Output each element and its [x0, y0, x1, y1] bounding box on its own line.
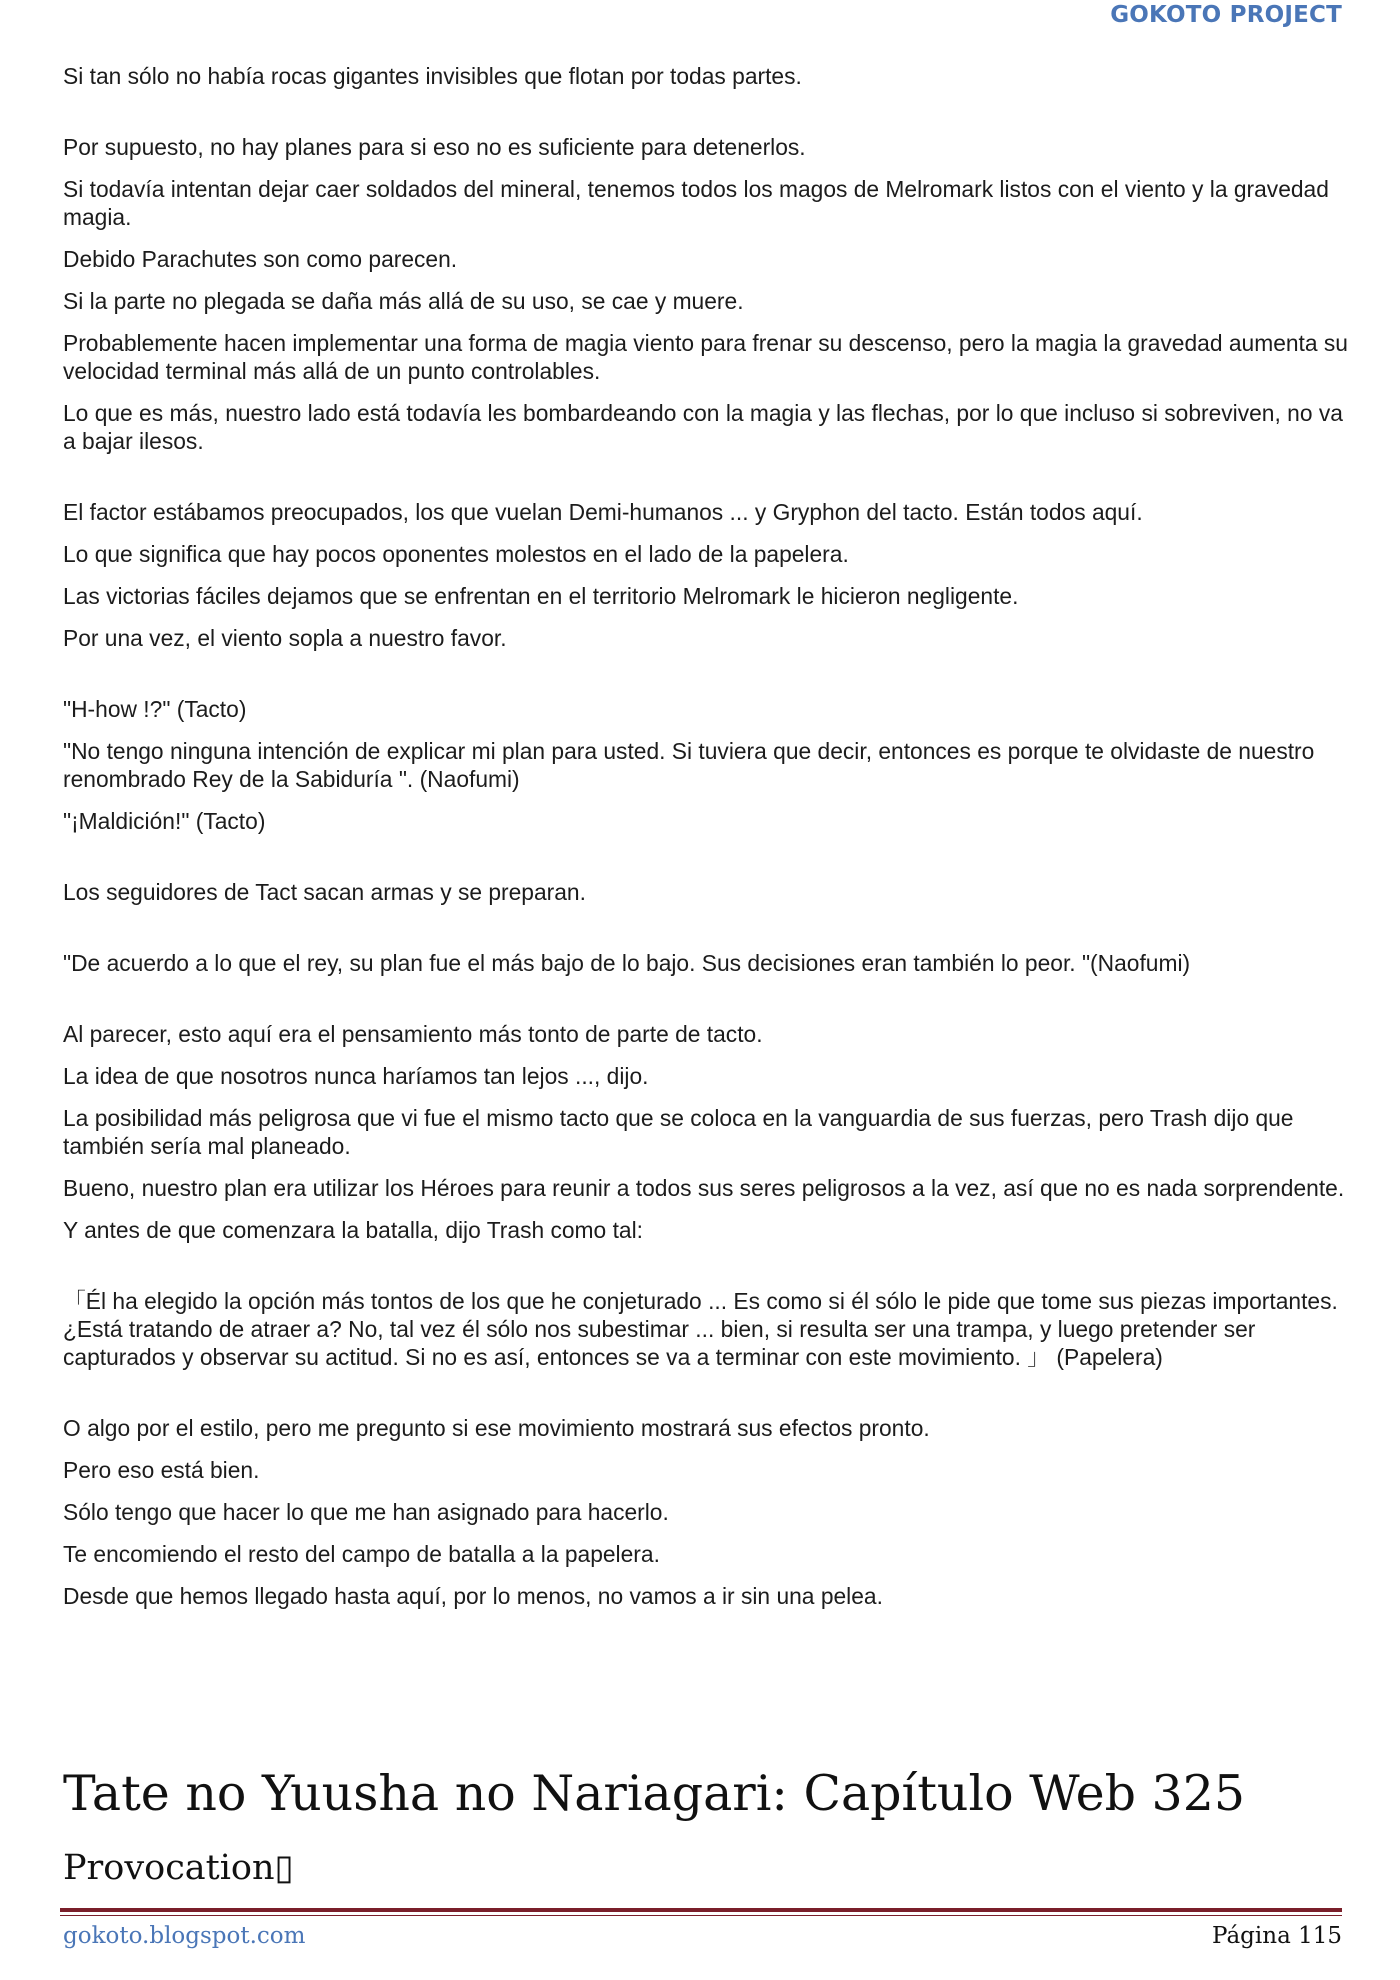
- paragraph: Desde que hemos llegado hasta aquí, por lo menos, no vamos a ir sin una pelea.: [63, 1583, 883, 1609]
- footer-divider: [60, 1908, 1342, 1912]
- paragraph: Si todavía intentan dejar caer soldados del mineral, tenemos todos los magos de Melromark listos con el viento y la gravedad magia.: [63, 176, 1329, 230]
- paragraph: Las victorias fáciles dejamos que se enfrentan en el territorio Melromark le hicieron negligente.: [63, 583, 1019, 609]
- paragraph: El factor estábamos preocupados, los que vuelan Demi-humanos ... y Gryphon del tacto. Están todos aquí.: [63, 499, 1143, 525]
- paragraph: Por supuesto, no hay planes para si eso no es suficiente para detenerlos.: [63, 134, 806, 160]
- paragraph: Bueno, nuestro plan era utilizar los Héroes para reunir a todos sus seres peligrosos a la vez, así que no es nada sorprendente.: [63, 1175, 1345, 1201]
- body-text: [63, 62, 1353, 1624]
- paragraph: Pero eso está bien.: [63, 1457, 260, 1483]
- paragraph: Lo que significa que hay pocos oponentes molestos en el lado de la papelera.: [63, 541, 849, 567]
- paragraph: Y antes de que comenzara la batalla, dijo Trash como tal:: [63, 1217, 643, 1243]
- paragraph: "H-how !?" (Tacto): [63, 696, 247, 722]
- page-number: Página 115: [1212, 1923, 1342, 1949]
- paragraph: La idea de que nosotros nunca haríamos tan lejos ..., dijo.: [63, 1063, 649, 1089]
- paragraph: Si tan sólo no había rocas gigantes invisibles que flotan por todas partes.: [63, 63, 802, 89]
- paragraph: "¡Maldición!" (Tacto): [63, 808, 266, 834]
- paragraph: O algo por el estilo, pero me pregunto si ese movimiento mostrará sus efectos pronto.: [63, 1415, 930, 1441]
- footer-site-link[interactable]: gokoto.blogspot.com: [63, 1923, 306, 1949]
- paragraph: Probablemente hacen implementar una forma de magia viento para frenar su descenso, pero la magia la gravedad aumenta su velocidad terminal más allá de un punto controlables.: [63, 330, 1348, 384]
- chapter-title: Tate no Yuusha no Nariagari: Capítulo Web 325: [63, 1765, 1246, 1822]
- header-brand: GOKOTO PROJECT: [1110, 2, 1342, 28]
- paragraph: Si la parte no plegada se daña más allá de su uso, se cae y muere.: [63, 288, 744, 314]
- paragraph: Debido Parachutes son como parecen.: [63, 246, 458, 272]
- paragraph: Los seguidores de Tact sacan armas y se preparan.: [63, 879, 586, 905]
- footer-divider-thin: [60, 1915, 1342, 1916]
- paragraph: 「Él ha elegido la opción más tontos de los que he conjeturado ... Es como si él sólo le pide que tome sus piezas importantes. ¿Está tratando de atraer a? No, tal vez él sólo nos subestimar ... bien, si resulta ser una trampa, y luego pretender ser capturados y observar su actitud. Si no es así, entonces se va a terminar con este movimiento. 」 (Papelera): [63, 1288, 1338, 1370]
- paragraph: Sólo tengo que hacer lo que me han asignado para hacerlo.: [63, 1499, 669, 1525]
- paragraph: Por una vez, el viento sopla a nuestro favor.: [63, 625, 507, 651]
- paragraph: "De acuerdo a lo que el rey, su plan fue el más bajo de lo bajo. Sus decisiones eran también lo peor. "(Naofumi): [63, 950, 1191, 976]
- paragraph: Te encomiendo el resto del campo de batalla a la papelera.: [63, 1541, 660, 1567]
- chapter-subtitle: Provocation▯: [63, 1848, 294, 1888]
- paragraph: Al parecer, esto aquí era el pensamiento más tonto de parte de tacto.: [63, 1021, 763, 1047]
- paragraph: La posibilidad más peligrosa que vi fue el mismo tacto que se coloca en la vanguardia de sus fuerzas, pero Trash dijo que también sería mal planeado.: [63, 1105, 1294, 1159]
- paragraph: Lo que es más, nuestro lado está todavía les bombardeando con la magia y las flechas, por lo que incluso si sobreviven, no va a bajar ilesos.: [63, 400, 1343, 454]
- paragraph: "No tengo ninguna intención de explicar mi plan para usted. Si tuviera que decir, entonces es porque te olvidaste de nuestro renombrado Rey de la Sabiduría ". (Naofumi): [63, 738, 1315, 792]
